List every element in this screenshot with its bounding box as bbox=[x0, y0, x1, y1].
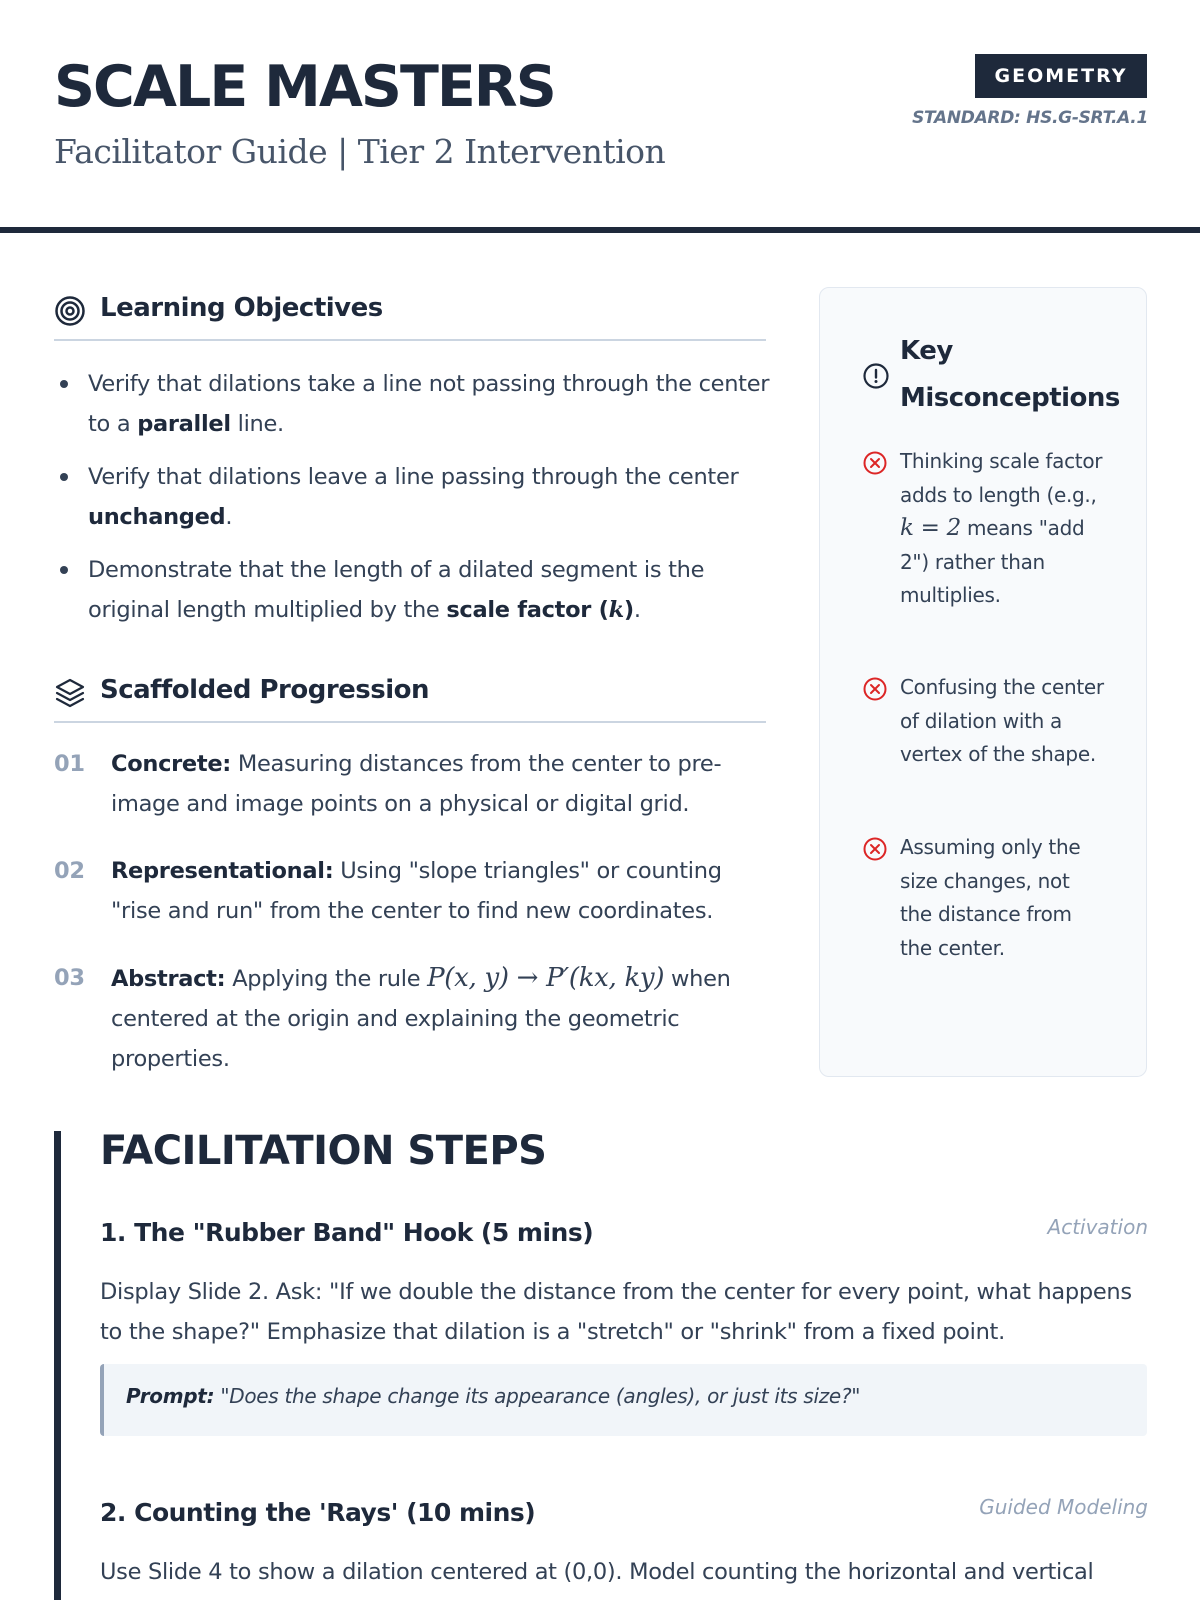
list-item: Verify that dilations leave a line passing through the center unchanged. bbox=[54, 457, 774, 537]
alert-circle-icon bbox=[862, 362, 890, 390]
misconception-item: Thinking scale factor adds to length (e.g., k = 2 means "add 2") rather than multiplies. bbox=[900, 449, 1103, 607]
prompt-text: Prompt: "Does the shape change its appearance (angles), or just its size?" bbox=[126, 1384, 861, 1408]
step-2-tag: Guided Modeling bbox=[979, 1495, 1148, 1519]
step-2-body: Use Slide 4 to show a dilation centered at (0,0). Model counting the horizontal and vertical bbox=[100, 1559, 1094, 1585]
objectives-heading-label: Learning Objectives bbox=[100, 293, 383, 323]
page-title: SCALE MASTERS bbox=[54, 54, 555, 120]
step-number: 03 bbox=[54, 965, 85, 991]
x-circle-icon bbox=[862, 450, 888, 476]
list-item: 03 Abstract: Applying the rule P(x, y) → P′(kx, ky) when centered at the origin and explaining the geometric properties. bbox=[54, 958, 774, 1079]
misconception-item: Confusing the center of dilation with a vertex of the shape. bbox=[900, 675, 1104, 766]
list-item: Verify that dilations take a line not passing through the center to a parallel line. bbox=[54, 364, 774, 444]
misconceptions-heading: Key Misconceptions bbox=[900, 336, 1120, 413]
bullet-icon bbox=[60, 473, 68, 481]
misconceptions-panel bbox=[819, 287, 1147, 1077]
step-1-tag: Activation bbox=[1047, 1215, 1148, 1239]
misconception-item: Assuming only the size changes, not the distance from the center. bbox=[900, 835, 1081, 960]
list-item: Demonstrate that the length of a dilated segment is the original length multiplied by the scale factor (k). bbox=[54, 550, 774, 630]
prompt-callout bbox=[100, 1364, 1147, 1436]
target-icon bbox=[54, 295, 86, 327]
list-item: 02 Representational: Using "slope triangles" or counting "rise and run" from the center to find new coordinates. bbox=[54, 851, 774, 931]
layers-icon bbox=[54, 677, 86, 709]
objectives-heading bbox=[54, 287, 766, 341]
step-1-title: 1. The "Rubber Band" Hook (5 mins) bbox=[100, 1218, 594, 1247]
list-item: 01 Concrete: Measuring distances from the center to pre-image and image points on a physical or digital grid. bbox=[54, 744, 774, 824]
facilitation-heading: FACILITATION STEPS bbox=[100, 1128, 547, 1174]
standard-label: STANDARD: HS.G-SRT.A.1 bbox=[912, 108, 1148, 128]
step-2-title: 2. Counting the 'Rays' (10 mins) bbox=[100, 1498, 536, 1527]
subject-badge: GEOMETRY bbox=[975, 54, 1147, 98]
page-header bbox=[0, 0, 1200, 233]
step-1-body: Display Slide 2. Ask: "If we double the distance from the center for every point, what happens to the shape?" Emphasize that dilation is a "stretch" or "shrink" from a fixed point. bbox=[100, 1279, 1132, 1345]
progression-heading-label: Scaffolded Progression bbox=[100, 675, 430, 705]
progression-list bbox=[54, 744, 774, 1106]
step-number: 01 bbox=[54, 751, 85, 777]
facilitation-accent-bar bbox=[54, 1131, 61, 1600]
step-number: 02 bbox=[54, 858, 85, 884]
x-circle-icon bbox=[862, 676, 888, 702]
objectives-list bbox=[54, 364, 774, 643]
x-circle-icon bbox=[862, 836, 888, 862]
progression-heading bbox=[54, 669, 766, 723]
bullet-icon bbox=[60, 566, 68, 574]
page-subtitle: Facilitator Guide | Tier 2 Intervention bbox=[54, 132, 666, 171]
bullet-icon bbox=[60, 380, 68, 388]
